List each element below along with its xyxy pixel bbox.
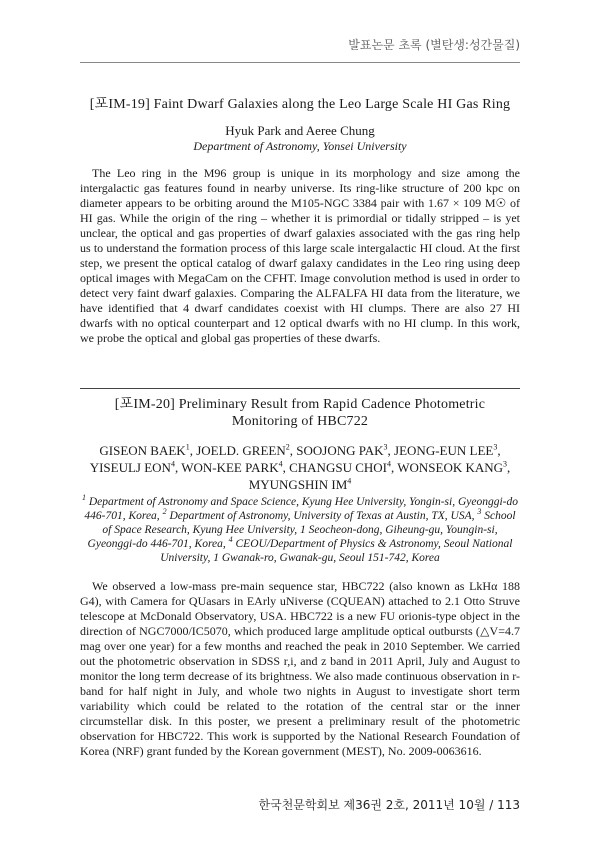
abstract-im20 — [80, 396, 520, 759]
affiliation-text: CEOU/Department of Physics & Astronomy, Seoul National University, 1 Gwanak-ro, Gwanak-gu, Seoul 151-742, Korea — [160, 538, 513, 564]
author-name: YISEULJ EON — [89, 460, 171, 475]
paper-affiliation: Department of Astronomy, Yonsei University — [193, 139, 407, 153]
abstract-im19 — [80, 96, 520, 346]
header-rule — [80, 62, 520, 63]
author-affiliation-mark: 3 — [383, 442, 388, 452]
author-affiliation-mark: 3 — [503, 459, 508, 469]
affiliation-mark: 2 — [162, 507, 167, 517]
paper-title: [포IM-19] Faint Dwarf Galaxies along the Leo Large Scale HI Gas Ring — [89, 97, 511, 112]
author-affiliation-mark: 4 — [386, 459, 391, 469]
paper-affiliations — [80, 495, 520, 565]
paper-title — [80, 396, 520, 430]
author-name: WON-KEE PARK — [181, 460, 279, 475]
author-name: WONSEOK KANG — [397, 460, 504, 475]
paper-authors: GISEON BAEK$^1$, JOELD. GREEN$^2$, SOOJONG PAK$^3$, JEONG-EUN LEE$^3$, YISEULJ EON$^4$, WON-KEE PARK$^4$, CHANGSU CHOI$^4$, WONSEOK KANG$^3$, MYUNGSHIN $IM^4$ — [89, 442, 511, 492]
author-name: SOOJONG PAK — [296, 443, 384, 458]
abstract-text: We observed a low-mass pre-main sequence star, HBC722 (also known as LkHα 188 G4), with Camera for QUasars in EArly uNiverse (CQUEAN) attached to 2.1 Otto Struve telescope at McDonald Observatory, USA. HBC722 is a new FU orionis-type object in the direction of NGC7000/IC5070, which produced large amplitude optical outbursts (△V=4.7 mag over one year) for a few months and reached the peak in 2010 September. We carried out the photometric observation in SDSS r,i, and z band in 2011 April, July and August to monitor the long term decrease of its brightness. We also made continuous observation in r-band for half night in July, and whole two nights in August to investigate short term variability which could be related to the rotation of the central star or the inner circumstellar disk. In this poster, we present a preliminary result of the photometric observation for HBC722. This work is supported by the National Research Foundation of Korea (NRF) grant funded by the Korean government (MEST), No. 2009-0063616. — [80, 579, 520, 758]
author-affiliation-mark: 3 — [493, 442, 498, 452]
affiliation-mark: 1 — [81, 493, 86, 503]
affiliation-text: School of Space Research, Kyung Hee University, 1 Seocheon-dong, Giheung-gu, Youngin-si, Gyeonggi-do 446-701, Korea, — [87, 510, 516, 550]
affiliation-text: Department of Astronomy and Space Science, Kyung Hee University, Yongin-si, Gyeonggi-do 446-701, Korea, — [84, 496, 519, 522]
affiliation-mark: 3 — [477, 507, 482, 517]
author-affiliation-mark: 4 — [170, 459, 175, 469]
author-affiliation-mark: 4 — [347, 476, 352, 486]
author-name: CHANGSU CHOI — [289, 460, 387, 475]
paper-title-line2: Monitoring of HBC722 — [231, 414, 369, 429]
affiliation-mark: 4 — [228, 535, 233, 545]
author-name: MYUNGSHIN IM — [248, 477, 348, 492]
page-footer: 한국천문학회보 제36권 2호, 2011년 10월 / 113 — [258, 798, 520, 812]
author-name: GISEON BAEK — [99, 443, 186, 458]
running-head: 발표논문 초록 (별탄생:성간물질) — [348, 38, 520, 52]
section-divider — [80, 388, 520, 389]
author-affiliation-mark: 1 — [185, 442, 190, 452]
author-affiliation-mark: 2 — [285, 442, 290, 452]
author-affiliation-mark: 4 — [278, 459, 283, 469]
abstract-text: The Leo ring in the M96 group is unique in its morphology and size among the intergalactic gas features found in nearby universe. Its ring-like structure of 200 kpc on diameter appears to be orbiting around the M105-NGC 3384 pair with 1.67 × 109 M☉ of HI gas. While the origin of the ring – whether it is primordial or tidally stripped – is yet unclear, the optical and gas properties of dwarf galaxies associated with the gas ring help us to understand the formation process of this large scale intergalactic HI cloud. At the first step, we present the optical catalog of dwarf galaxy candidates in the Leo ring using deep optical images with MegaCam on the CFHT. Image convolution method is used in order to detect very faint dwarf galaxies. Comparing the ALFALFA HI data from the literature, we have identified that 4 dwarf candidates coexist with HI clumps. There are also 27 HI dwarfs with no optical counterpart and 12 optical dwarfs with no HI clump. In this work, we probe the optical and global gas properties of these dwarfs. — [80, 166, 520, 345]
paper-authors: Hyuk Park and Aeree Chung — [225, 123, 375, 138]
paper-title-line1: [포IM-20] Preliminary Result from Rapid Cadence Photometric — [114, 397, 486, 412]
affiliation-text: Department of Astronomy, University of Texas at Austin, TX, USA, — [166, 510, 478, 522]
author-name: JOELD. GREEN — [196, 443, 286, 458]
author-name: JEONG-EUN LEE — [394, 443, 494, 458]
